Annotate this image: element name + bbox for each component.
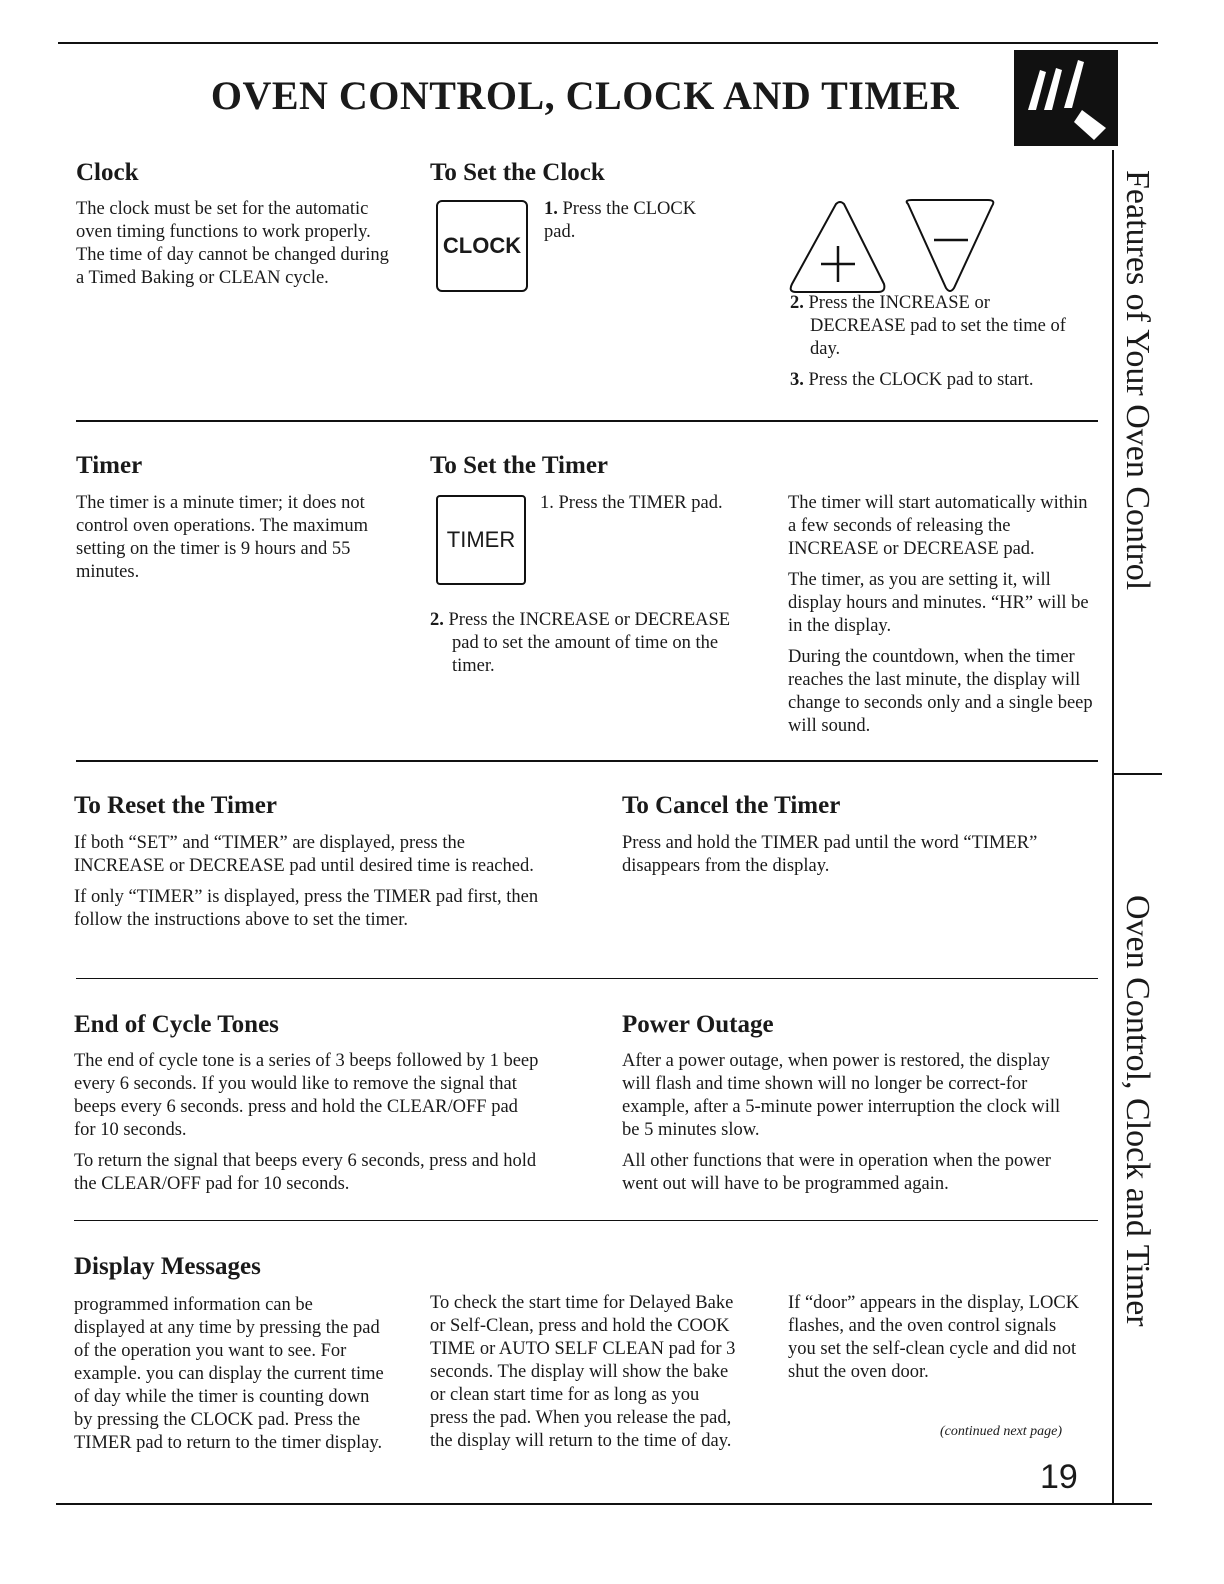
end-tones-text	[74, 1050, 544, 1204]
set-clock-step-1	[544, 198, 724, 244]
end-tones-p2: To return the signal that beeps every 6 seconds, press and hold the CLEAR/OFF pad for 10 seconds.	[74, 1151, 537, 1194]
timer-note-1: The timer will start automatically within a few seconds of releasing the INCREASE or DECREASE pad.	[788, 493, 1088, 559]
step-number: 3.	[790, 370, 804, 390]
end-tones-p1: The end of cycle tone is a series of 3 beeps followed by 1 beep every 6 seconds. If you would like to remove the signal that beeps every 6 seconds. press and hold the CLEAR/OFF pad for 10 seconds.	[74, 1051, 539, 1140]
step-number: 1.	[540, 493, 554, 513]
step-text: Press the CLOCK pad.	[544, 199, 697, 242]
cancel-timer-p1: Press and hold the TIMER pad until the word “TIMER” disappears from the display.	[622, 833, 1038, 876]
clock-heading: Clock	[76, 159, 139, 186]
side-tab-oven-control: Oven Control, Clock and Timer	[1119, 895, 1156, 1327]
clock-pad-label: CLOCK	[442, 233, 522, 258]
page-title: OVEN CONTROL, CLOCK AND TIMER	[210, 73, 960, 118]
step-text: Press the INCREASE or DECREASE pad to set the amount of time on the timer.	[448, 610, 731, 676]
timer-pad	[436, 495, 526, 585]
set-timer-step-1	[540, 492, 724, 515]
set-clock-step-2	[790, 292, 1080, 361]
power-outage-p1: After a power outage, when power is restored, the display will flash and time shown will no longer be correct-for example, after a 5-minute power interruption the clock will be 5 minutes slow.	[622, 1051, 1061, 1140]
power-outage-text	[622, 1050, 1082, 1204]
step-text: Press the CLOCK pad to start.	[808, 370, 1034, 390]
top-rule	[58, 42, 1158, 44]
display-messages-heading: Display Messages	[74, 1253, 261, 1280]
section-rule-2	[76, 760, 1098, 762]
set-timer-step-2	[430, 609, 742, 678]
step-number: 2.	[430, 610, 444, 630]
reset-timer-p1: If both “SET” and “TIMER” are displayed, press the INCREASE or DECREASE pad until desired time is reached.	[74, 833, 534, 876]
display-messages-col2: To check the start time for Delayed Bake or Self-Clean, press and hold the COOK TIME or AUTO SELF CLEAN pad for 3 seconds. The display will show the bake or clean start time for as long as you press the pad. When you release the pad, the display will return to the time of day.	[430, 1293, 736, 1451]
power-outage-heading: Power Outage	[622, 1011, 774, 1038]
power-outage-p2: All other functions that were in operation when the power went out will have to be programmed again.	[622, 1151, 1051, 1194]
step-number: 1.	[544, 199, 558, 219]
timer-notes	[788, 492, 1098, 746]
clock-text: The clock must be set for the automatic oven timing functions to work properly. The time of day cannot be changed during a Timed Baking or CLEAN cycle.	[76, 199, 389, 288]
page-number: 19	[1040, 1458, 1078, 1496]
timer-note-2: The timer, as you are setting it, will display hours and minutes. “HR” will be in the display.	[788, 570, 1089, 636]
set-timer-heading: To Set the Timer	[430, 452, 609, 479]
step-text: Press the TIMER pad.	[558, 493, 723, 513]
side-tab-divider	[1112, 773, 1162, 775]
side-tab-features: Features of Your Oven Control	[1119, 170, 1156, 591]
bottom-rule	[56, 1503, 1152, 1505]
reset-timer-heading: To Reset the Timer	[74, 792, 277, 819]
reset-timer-p2: If only “TIMER” is displayed, press the TIMER pad first, then follow the instructions above to set the timer.	[74, 887, 539, 930]
end-tones-heading: End of Cycle Tones	[74, 1011, 279, 1038]
timer-pad-label: TIMER	[446, 527, 516, 552]
display-messages-col1: programmed information can be displayed at any time by pressing the pad of the operation you want to see. For example. you can display the current time of day while the timer is counting down by pressing the CLOCK pad. Press the TIMER pad to return to the timer display.	[74, 1295, 384, 1453]
set-clock-step-3	[790, 369, 1090, 392]
set-clock-heading: To Set the Clock	[430, 159, 605, 186]
increase-decrease-pads	[788, 196, 998, 300]
section-rule-3	[76, 978, 1098, 979]
section-rule-1	[76, 420, 1098, 422]
section-rule-4	[74, 1220, 1098, 1221]
step-text: Press the INCREASE or DECREASE pad to set the time of day.	[808, 293, 1066, 359]
timer-heading: Timer	[76, 452, 143, 479]
continued-note: (continued next page)	[940, 1424, 1063, 1439]
side-rule	[1112, 150, 1114, 1505]
cancel-timer-text	[622, 832, 1042, 886]
cancel-timer-heading: To Cancel the Timer	[622, 792, 841, 819]
step-number: 2.	[790, 293, 804, 313]
clock-pad	[436, 200, 528, 292]
timer-note-3: During the countdown, when the timer reaches the last minute, the display will change to seconds only and a single beep will sound.	[788, 647, 1093, 736]
timer-text: The timer is a minute timer; it does not control oven operations. The maximum setting on the timer is 9 hours and 55 minutes.	[76, 493, 368, 582]
reset-timer-text	[74, 832, 544, 940]
display-messages-col3: If “door” appears in the display, LOCK flashes, and the oven control signals you set the self-clean cycle and did not shut the oven door.	[788, 1293, 1080, 1382]
